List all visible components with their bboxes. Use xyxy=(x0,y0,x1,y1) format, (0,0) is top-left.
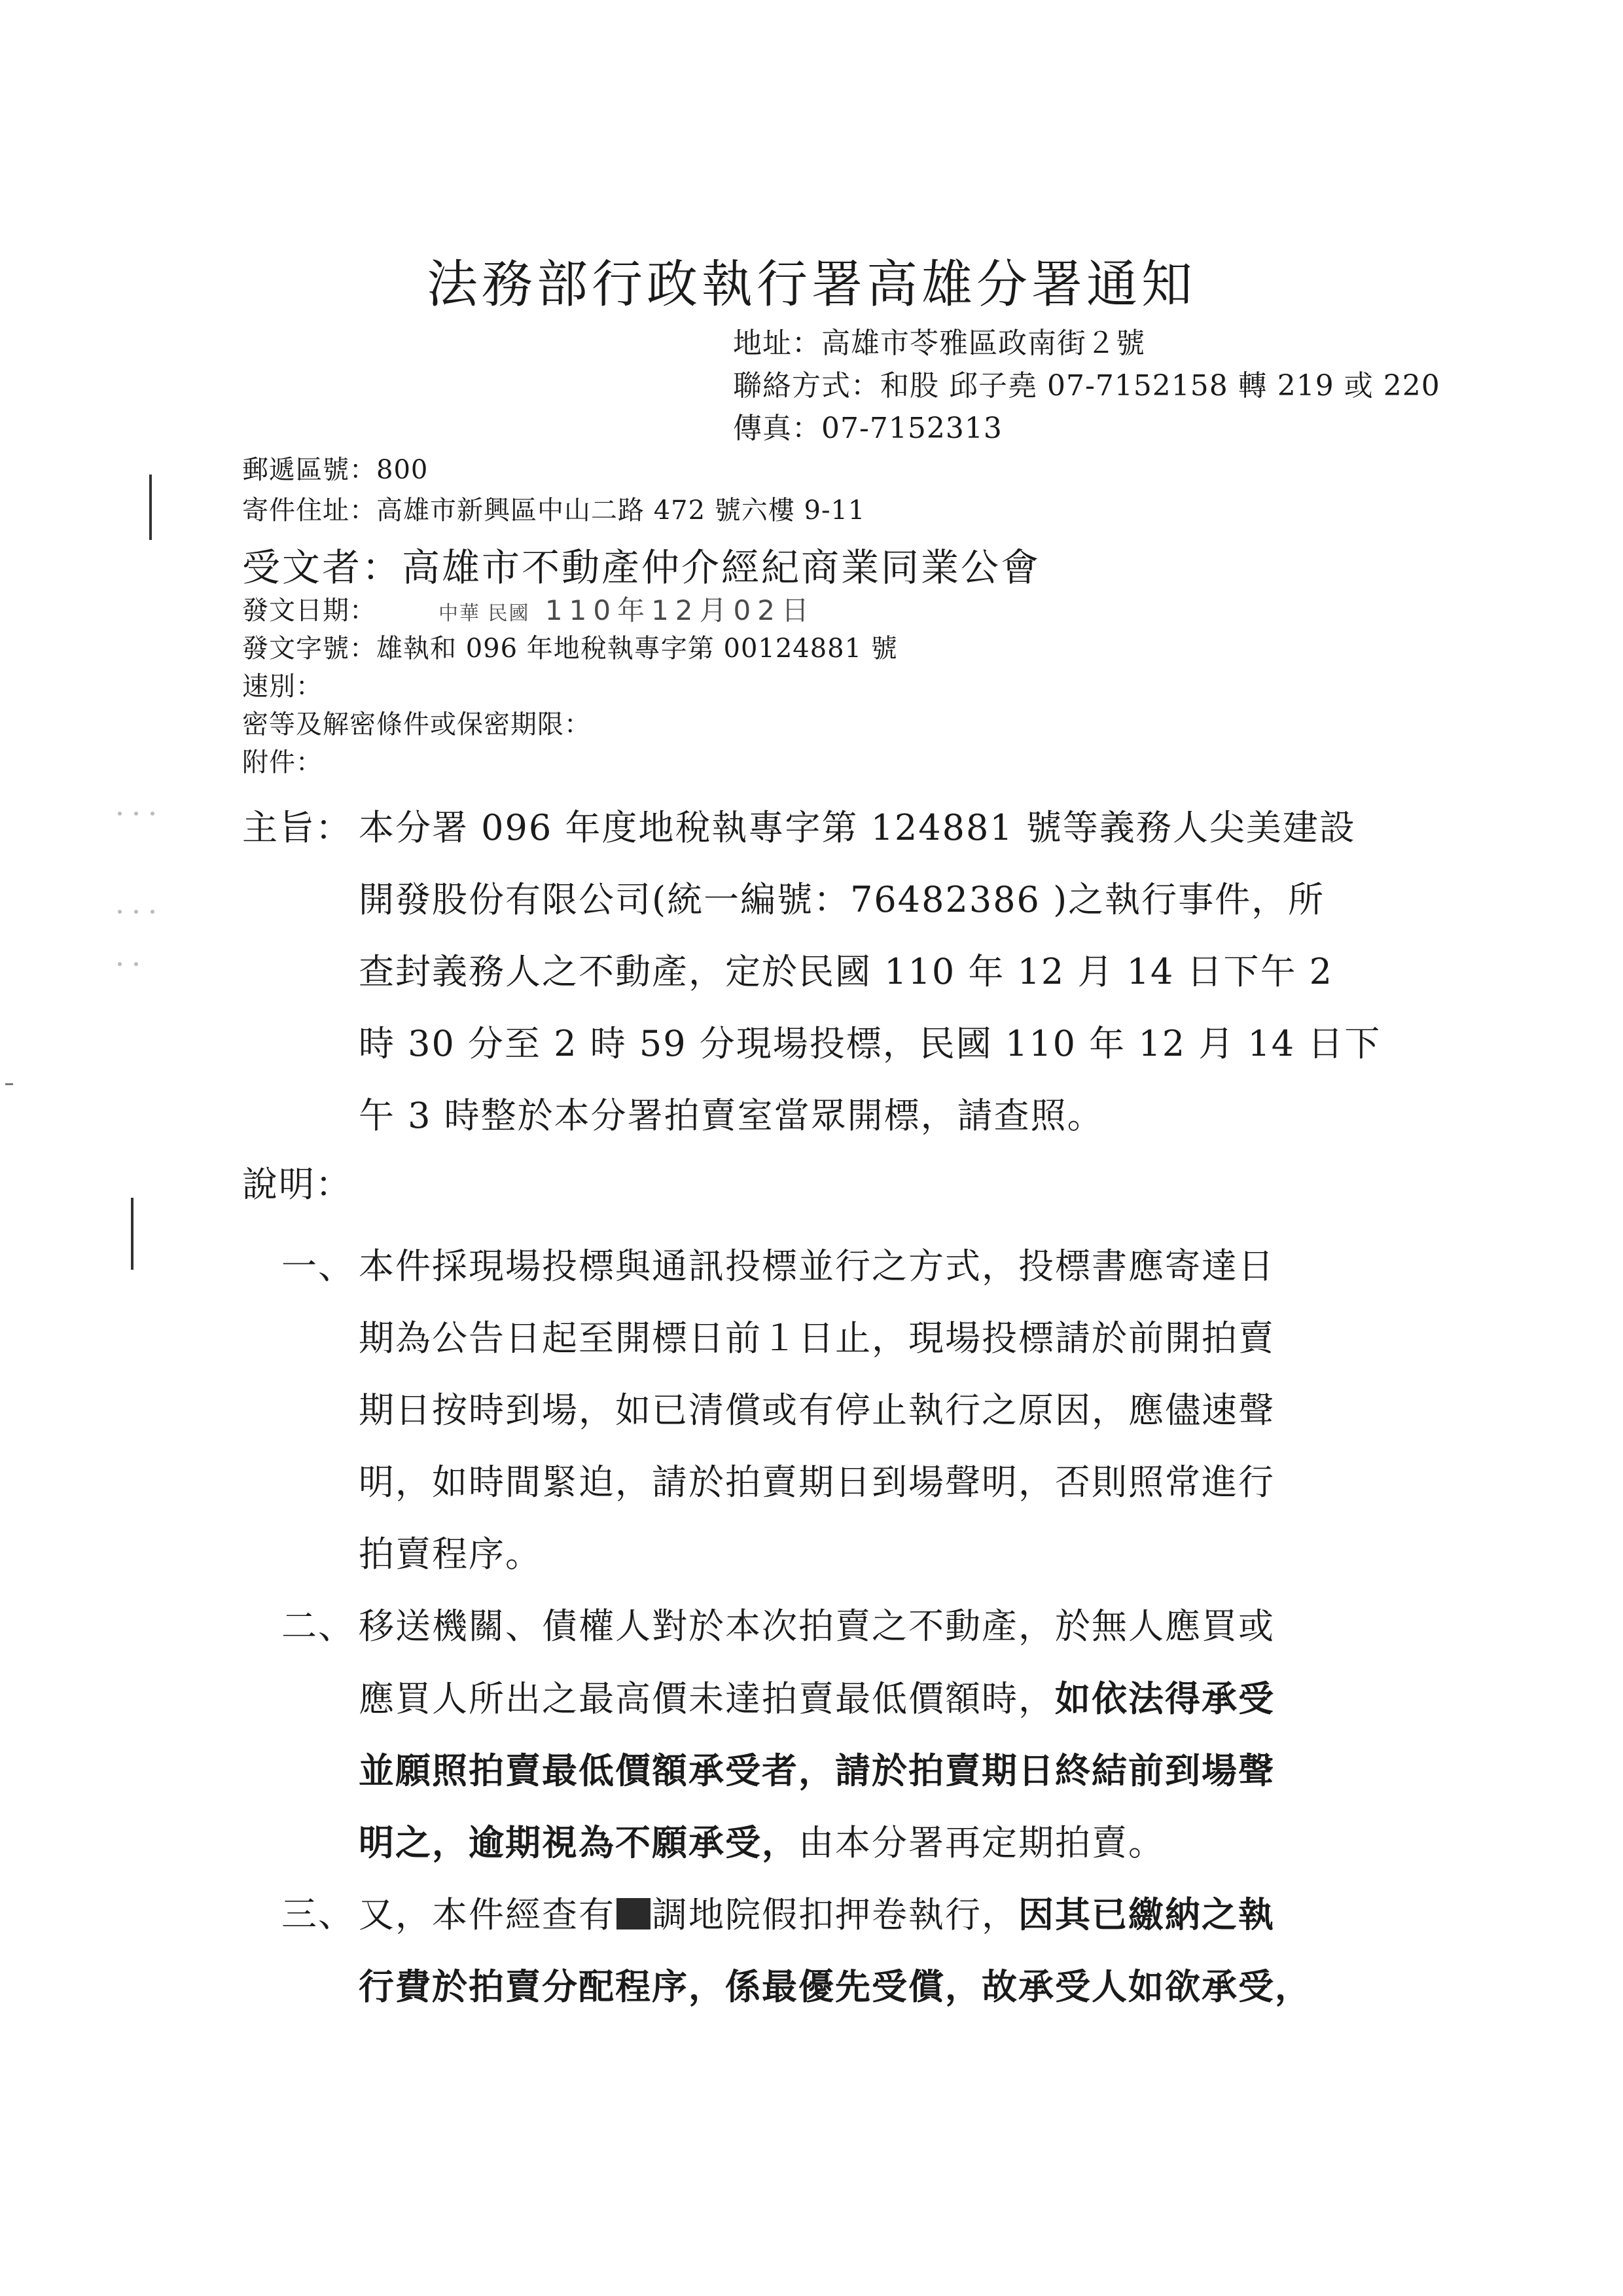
subject-line: 本分署 096 年度地稅執專字第 124881 號等義務人尖美建設 xyxy=(359,807,1356,848)
subject-line: 午 3 時整於本分署拍賣室當眾開標，請查照。 xyxy=(359,1095,1104,1136)
document-number: 發文字號：雄執和 096 年地稅執專字第 00124881 號 xyxy=(242,634,898,664)
issue-date-value: 110年12月02日 xyxy=(544,594,815,626)
subject-line: 開發股份有限公司(統一編號：76482386 )之執行事件，所 xyxy=(359,879,1325,920)
scan-dot xyxy=(151,812,154,816)
scan-dot xyxy=(118,962,122,966)
scan-dot xyxy=(134,910,138,914)
item1-line: 本件採現場投標與通訊投標並行之方式，投標書應寄達日 xyxy=(359,1246,1275,1287)
issue-date-stamp xyxy=(438,592,815,632)
attachment-field: 附件： xyxy=(242,747,323,778)
scan-mark xyxy=(131,1198,134,1270)
secrecy-field: 密等及解密條件或保密期限： xyxy=(242,709,591,740)
mailing-address: 寄件住址：高雄市新興區中山二路 472 號六樓 9-11 xyxy=(242,495,866,526)
agency-contact: 聯絡方式：和股 邱子堯 07-7152158 轉 219 或 220 xyxy=(733,369,1440,403)
item1-line: 期日按時到場，如已清償或有停止執行之原因，應儘速聲 xyxy=(359,1390,1275,1431)
item3-bold-text: 因其已繳納之執 xyxy=(1018,1893,1275,1935)
item-number: 三、 xyxy=(281,1893,355,1935)
item1-line: 拍賣程序。 xyxy=(359,1534,542,1575)
scan-dot xyxy=(151,910,154,914)
issue-date-prefix: 中華 民國 xyxy=(438,602,530,625)
subject-label: 主旨： xyxy=(242,807,352,848)
scan-dot xyxy=(134,962,138,966)
agency-fax: 傳真：07-7152313 xyxy=(733,412,1003,445)
item1-line: 明，如時間緊迫，請於拍賣期日到場聲明，否則照常進行 xyxy=(359,1462,1275,1503)
item2-bold-text: 明之，逾期視為不願承受， xyxy=(359,1821,798,1863)
subject-line: 時 30 分至 2 時 59 分現場投標，民國 110 年 12 月 14 日下 xyxy=(359,1023,1382,1064)
agency-address: 地址：高雄市苓雅區政南街２號 xyxy=(733,327,1145,360)
item2-bold-line: 並願照拍賣最低價額承受者，請於拍賣期日終結前到場聲 xyxy=(359,1749,1275,1791)
scan-dot xyxy=(118,910,122,914)
item2-line xyxy=(359,1662,1275,1735)
item1-line: 期為公告日起至開標日前１日止，現場投標請於前開拍賣 xyxy=(359,1318,1275,1359)
subject-line: 查封義務人之不動產，定於民國 110 年 12 月 14 日下午 2 xyxy=(359,951,1334,992)
scan-mark xyxy=(149,475,152,540)
item2-bold-text: 如依法得承受 xyxy=(1055,1677,1275,1719)
item2-line xyxy=(359,1806,1165,1879)
redaction-block xyxy=(616,1898,651,1929)
document-title: 法務部行政執行署高雄分署通知 xyxy=(426,255,1196,314)
item2-text: 應買人所出之最高價未達拍賣最低價額時， xyxy=(359,1678,1055,1719)
item3-text: 又，本件經查有 xyxy=(359,1894,615,1935)
item-number: 二、 xyxy=(281,1605,355,1647)
issue-date-label: 發文日期： xyxy=(242,596,376,626)
scan-dot xyxy=(134,812,138,816)
item3-text: 調地院假扣押卷執行， xyxy=(652,1894,1018,1935)
item3-bold-line: 行費於拍賣分配程序，係最優先受償，故承受人如欲承受， xyxy=(359,1965,1311,2007)
item2-line: 移送機關、債權人對於本次拍賣之不動產，於無人應買或 xyxy=(359,1605,1275,1647)
recipient: 受文者：高雄市不動產仲介經紀商業同業公會 xyxy=(242,545,1041,590)
item-number: 一、 xyxy=(281,1246,355,1287)
item2-text: 由本分署再定期拍賣。 xyxy=(798,1822,1165,1863)
scan-mark xyxy=(5,1083,13,1085)
scan-dot xyxy=(118,812,122,816)
postal-code: 郵遞區號：800 xyxy=(242,455,429,485)
speed-field: 速別： xyxy=(242,672,323,702)
item3-line xyxy=(359,1878,1275,1951)
explanation-label: 說明： xyxy=(242,1164,352,1205)
